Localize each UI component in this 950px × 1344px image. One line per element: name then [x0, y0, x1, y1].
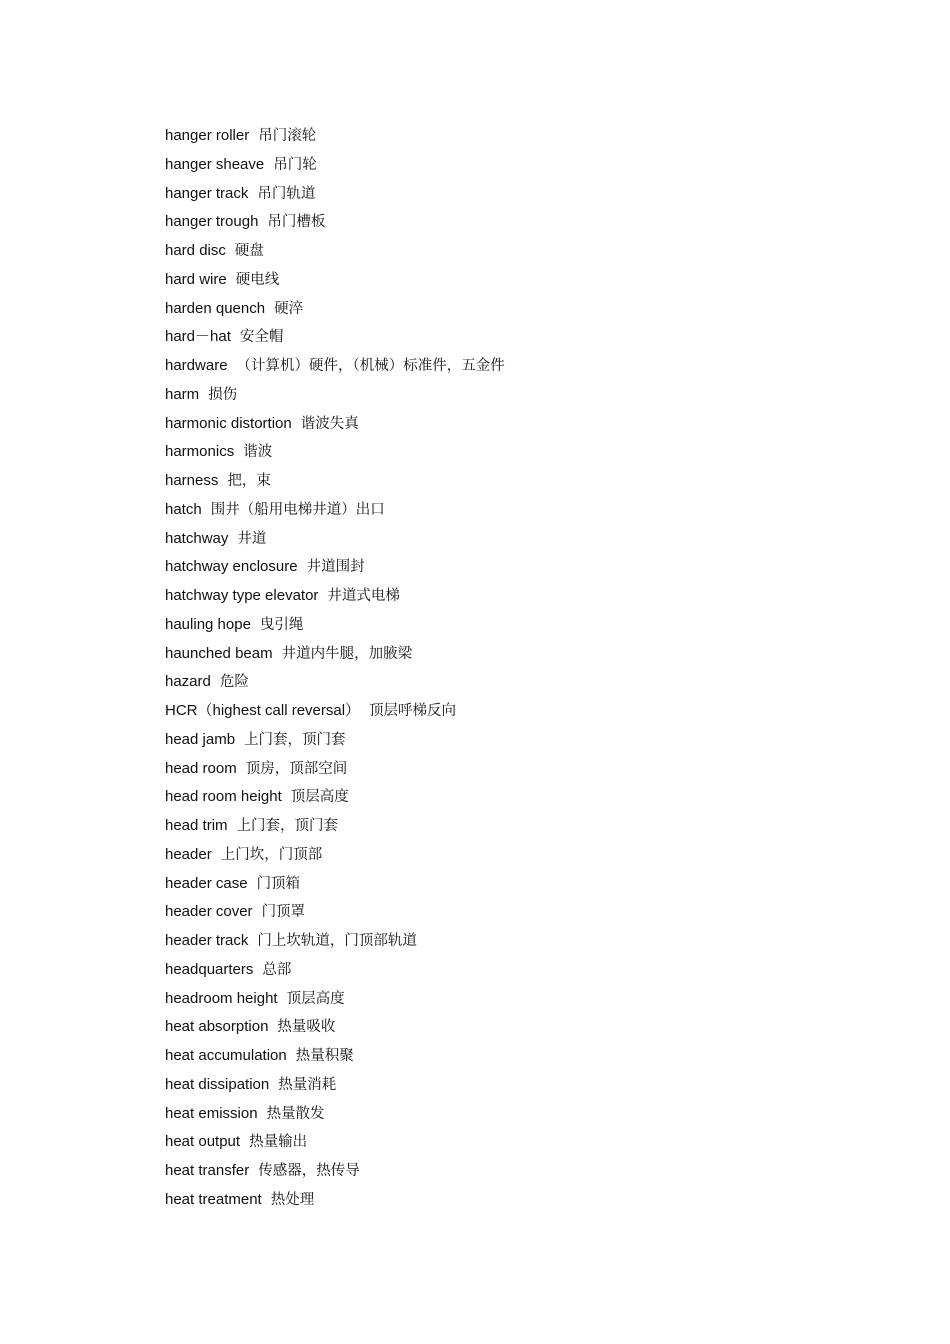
entry-meaning: 热量散发: [266, 1105, 325, 1122]
glossary-entry: [165, 207, 885, 236]
entry-meaning: 总部: [262, 961, 292, 978]
entry-term: header cover: [165, 903, 253, 921]
glossary-entry: [165, 1041, 885, 1070]
glossary-entry: [165, 696, 885, 725]
entry-term: hauling hope: [165, 615, 251, 633]
glossary-entry: [165, 581, 885, 610]
glossary-entry: [165, 351, 885, 380]
entry-meaning: 门顶箱: [256, 875, 301, 892]
entry-meaning: 热量输出: [249, 1134, 308, 1151]
glossary-entry: [165, 1012, 885, 1041]
glossary-entry: [165, 437, 885, 466]
entry-meaning: 吊门滚轮: [258, 128, 317, 144]
glossary-entry: [165, 294, 885, 323]
glossary-entry: [165, 1070, 885, 1099]
entry-meaning: 硬盘: [234, 243, 264, 259]
entry-meaning: 把，束: [227, 473, 271, 489]
entry-meaning: 吊门槽板: [267, 214, 326, 231]
entry-term: harden quench: [165, 299, 266, 317]
entry-term: hatchway type elevator: [165, 587, 319, 604]
glossary-entry: [165, 725, 885, 754]
entry-meaning: 热处理: [270, 1191, 315, 1208]
glossary-entry: [165, 840, 885, 869]
glossary-entry: [165, 495, 885, 524]
glossary-entry: [165, 380, 885, 409]
glossary-entry: [165, 1185, 885, 1214]
entry-term: hatch: [165, 500, 202, 518]
glossary-entry: [165, 955, 885, 984]
entry-meaning: 谐波失真: [300, 415, 359, 432]
entry-term: hardware: [165, 357, 228, 374]
entry-meaning: 热量吸收: [277, 1019, 336, 1036]
entry-term: header track: [165, 932, 249, 949]
entry-term: heat treatment: [165, 1190, 262, 1208]
entry-term: hazard: [165, 673, 211, 691]
entry-term: hanger roller: [165, 127, 250, 144]
entry-term: hard－hat: [165, 328, 231, 346]
glossary-entry: [165, 639, 885, 668]
entry-meaning: 顶房，顶部空间: [245, 760, 348, 777]
entry-term: harm: [165, 385, 200, 403]
entry-term: head jamb: [165, 730, 236, 748]
glossary-entry: [165, 150, 885, 179]
entry-term: head room: [165, 759, 237, 777]
entry-term: hanger track: [165, 184, 249, 202]
entry-term: heat dissipation: [165, 1075, 270, 1093]
entry-term: hatchway: [165, 529, 229, 547]
entry-term: hard wire: [165, 270, 227, 288]
entry-term: heat absorption: [165, 1018, 269, 1036]
entry-meaning: 上门套，顶门套: [244, 731, 346, 748]
entry-meaning: 谐波: [243, 444, 273, 461]
glossary-entry: [165, 811, 885, 840]
entry-term: harmonics: [165, 443, 235, 461]
entry-term: header case: [165, 874, 248, 892]
entry-term: hanger sheave: [165, 155, 265, 173]
entry-term: harness: [165, 472, 219, 489]
glossary-entry: [165, 897, 885, 926]
glossary-entry: [165, 1099, 885, 1128]
entry-meaning: 损伤: [208, 386, 238, 403]
glossary-entry: [165, 667, 885, 696]
entry-meaning: 井道: [237, 530, 267, 547]
entry-term: headquarters: [165, 960, 254, 978]
entry-meaning: 传感器，热传导: [258, 1163, 360, 1179]
entry-term: heat accumulation: [165, 1047, 287, 1064]
entry-term: HCR（highest call reversal）: [165, 702, 361, 719]
glossary-entry: [165, 121, 885, 150]
glossary-entry: [165, 610, 885, 639]
entry-meaning: 门上坎轨道，门顶部轨道: [257, 933, 417, 949]
entry-meaning: 顶层高度: [286, 990, 345, 1007]
entry-meaning: 热量积聚: [295, 1048, 354, 1064]
entry-meaning: 热量消耗: [278, 1076, 337, 1093]
glossary-entry: [165, 322, 885, 351]
glossary-entry: [165, 1127, 885, 1156]
entry-term: heat emission: [165, 1104, 258, 1122]
entry-meaning: 危险: [219, 674, 249, 691]
entry-meaning: 安全帽: [239, 329, 284, 346]
entry-meaning: 门顶罩: [261, 904, 306, 921]
entry-term: haunched beam: [165, 644, 273, 662]
glossary-list: [165, 121, 885, 1214]
entry-meaning: 上门套，顶门套: [236, 818, 339, 834]
glossary-entry: [165, 869, 885, 898]
entry-meaning: 井道围封: [306, 559, 365, 576]
glossary-entry: [165, 984, 885, 1013]
entry-meaning: 曳引绳: [259, 616, 304, 633]
glossary-entry: [165, 236, 885, 265]
entry-term: head room height: [165, 788, 282, 806]
entry-term: hanger trough: [165, 213, 259, 231]
glossary-entry: [165, 179, 885, 208]
glossary-entry: [165, 754, 885, 783]
entry-term: heat transfer: [165, 1162, 250, 1179]
entry-meaning: 顶层呼梯反向: [369, 703, 457, 719]
entry-meaning: 硬电线: [235, 271, 280, 288]
entry-meaning: 吊门轨道: [257, 185, 316, 202]
entry-meaning: 围井（船用电梯井道）出口: [210, 501, 385, 518]
entry-meaning: 硬淬: [274, 300, 304, 317]
entry-meaning: 井道式电梯: [327, 588, 400, 604]
glossary-entry: [165, 926, 885, 955]
entry-meaning: 上门坎，门顶部: [220, 846, 323, 863]
entry-term: header: [165, 845, 212, 863]
glossary-entry: [165, 552, 885, 581]
glossary-entry: [165, 265, 885, 294]
glossary-entry: [165, 409, 885, 438]
entry-meaning: 顶层高度: [290, 789, 349, 806]
entry-term: headroom height: [165, 989, 278, 1007]
entry-term: heat output: [165, 1133, 241, 1151]
glossary-entry: [165, 782, 885, 811]
entry-term: harmonic distortion: [165, 414, 292, 432]
glossary-entry: [165, 1156, 885, 1185]
glossary-entry: [165, 524, 885, 553]
entry-term: head trim: [165, 817, 228, 834]
entry-meaning: 井道内牛腿，加腋梁: [281, 645, 413, 662]
entry-meaning: 吊门轮: [273, 156, 317, 173]
entry-term: hatchway enclosure: [165, 558, 298, 576]
glossary-entry: [165, 466, 885, 495]
entry-term: hard disc: [165, 242, 226, 259]
entry-meaning: （计算机）硬件，（机械）标准件，五金件: [236, 358, 505, 374]
